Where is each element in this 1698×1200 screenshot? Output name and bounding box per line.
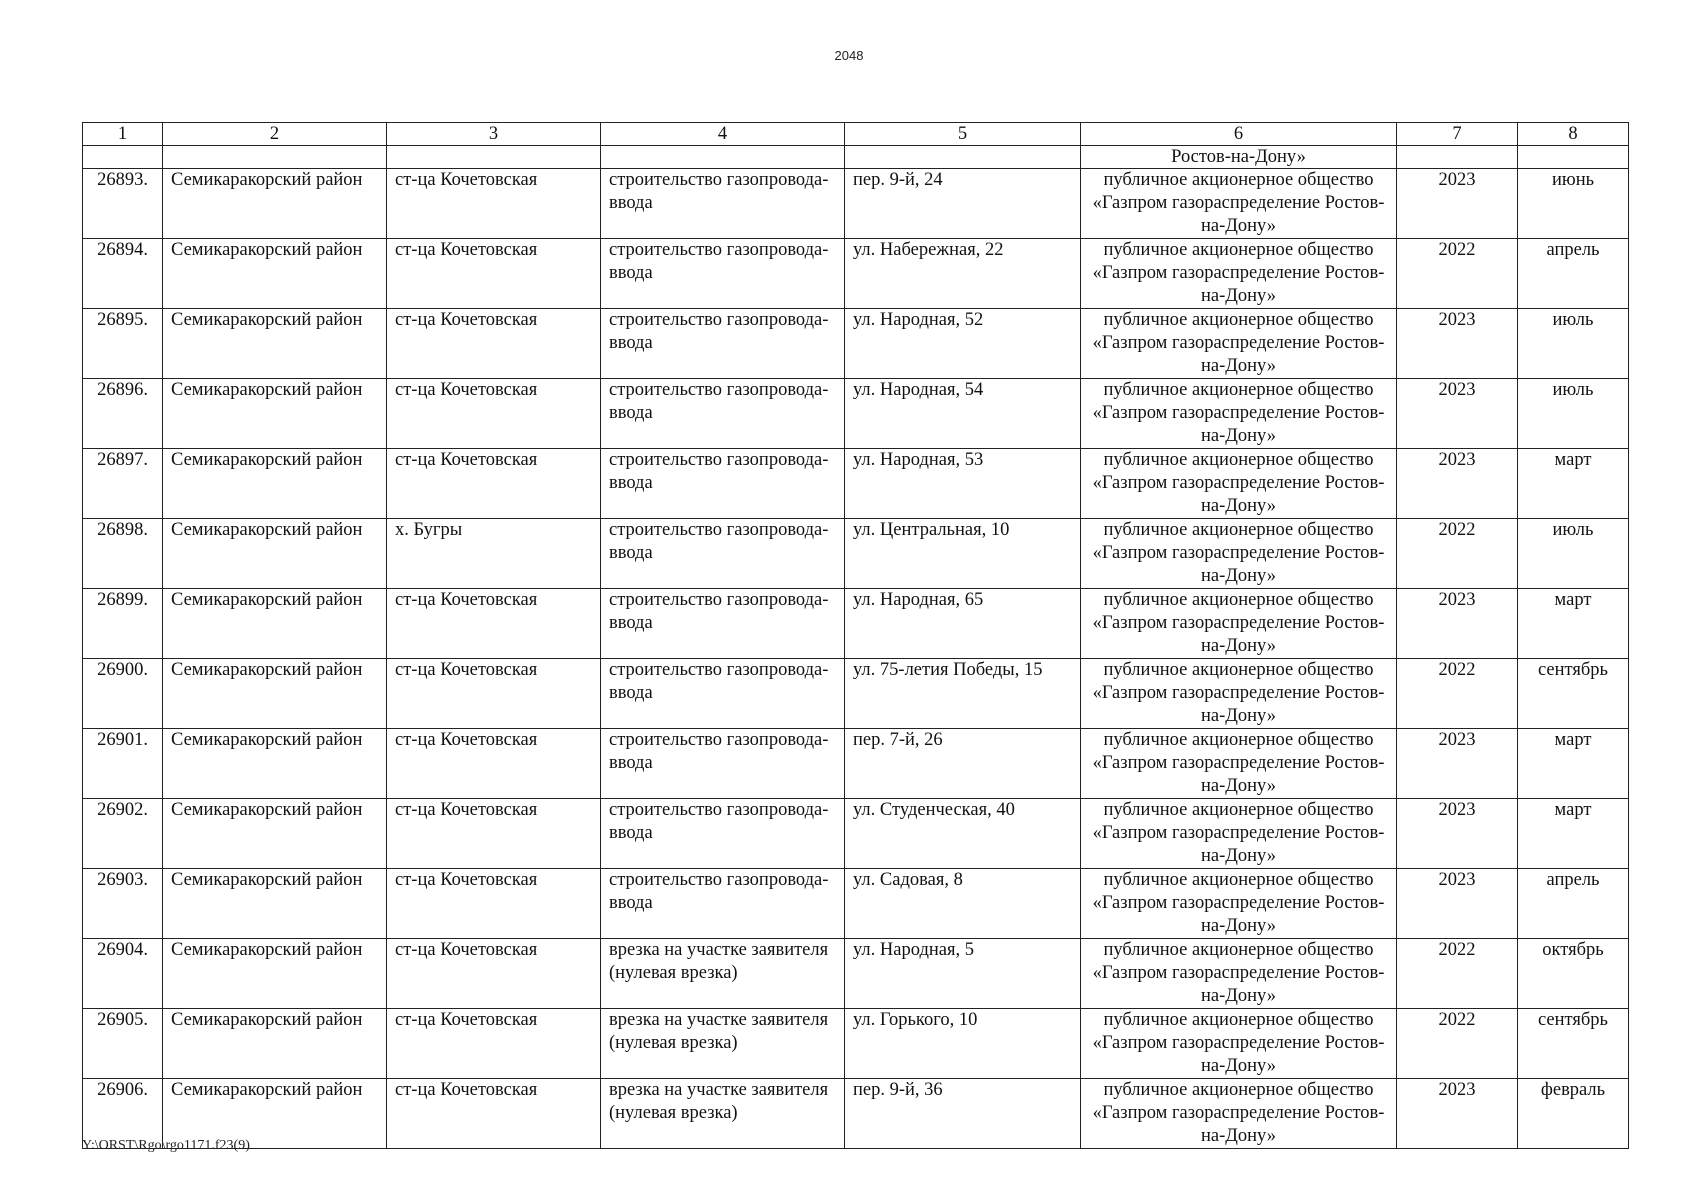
column-header: 4 — [601, 123, 845, 146]
address-cell: пер. 7-й, 26 — [845, 729, 1081, 799]
work-type-cell: строительство газопровода-ввода — [601, 659, 845, 729]
work-type-cell: врезка на участке заявителя (нулевая врезка) — [601, 939, 845, 1009]
organization-cell: публичное акционерное общество «Газпром газораспределение Ростов-на-Дону» — [1081, 659, 1397, 729]
table-row — [83, 799, 1629, 869]
continuation-row — [83, 146, 1629, 169]
column-header: 5 — [845, 123, 1081, 146]
work-type-cell: строительство газопровода-ввода — [601, 449, 845, 519]
organization-cell: публичное акционерное общество «Газпром газораспределение Ростов-на-Дону» — [1081, 1079, 1397, 1149]
district-cell: Семикаракорский район — [163, 659, 387, 729]
table-row — [83, 239, 1629, 309]
row-number-cell: 26901. — [83, 729, 163, 799]
row-number-cell: 26895. — [83, 309, 163, 379]
row-number-cell: 26905. — [83, 1009, 163, 1079]
work-type-cell: строительство газопровода-ввода — [601, 519, 845, 589]
year-cell: 2023 — [1397, 589, 1518, 659]
settlement-cell: ст-ца Кочетовская — [387, 869, 601, 939]
district-cell: Семикаракорский район — [163, 309, 387, 379]
work-type-cell: строительство газопровода-ввода — [601, 729, 845, 799]
month-cell: сентябрь — [1518, 659, 1629, 729]
organization-cell: публичное акционерное общество «Газпром газораспределение Ростов-на-Дону» — [1081, 729, 1397, 799]
table-row — [83, 1079, 1629, 1149]
column-header: 7 — [1397, 123, 1518, 146]
year-cell: 2023 — [1397, 449, 1518, 519]
work-type-cell: строительство газопровода-ввода — [601, 169, 845, 239]
row-number-cell: 26893. — [83, 169, 163, 239]
page-number: 2048 — [834, 48, 864, 63]
table-row — [83, 1009, 1629, 1079]
year-cell: 2023 — [1397, 869, 1518, 939]
month-cell: июнь — [1518, 169, 1629, 239]
address-cell: ул. Народная, 54 — [845, 379, 1081, 449]
district-cell: Семикаракорский район — [163, 169, 387, 239]
address-cell: ул. Народная, 53 — [845, 449, 1081, 519]
organization-cell: публичное акционерное общество «Газпром газораспределение Ростов-на-Дону» — [1081, 589, 1397, 659]
column-header: 8 — [1518, 123, 1629, 146]
month-cell: июль — [1518, 309, 1629, 379]
year-cell: 2023 — [1397, 1079, 1518, 1149]
settlement-cell: ст-ца Кочетовская — [387, 659, 601, 729]
organization-cell: публичное акционерное общество «Газпром газораспределение Ростов-на-Дону» — [1081, 939, 1397, 1009]
address-cell: ул. Народная, 65 — [845, 589, 1081, 659]
month-cell: март — [1518, 729, 1629, 799]
table-row — [83, 659, 1629, 729]
column-header: 2 — [163, 123, 387, 146]
row-number-cell: 26902. — [83, 799, 163, 869]
month-cell: сентябрь — [1518, 1009, 1629, 1079]
year-cell: 2023 — [1397, 379, 1518, 449]
address-cell: ул. Студенческая, 40 — [845, 799, 1081, 869]
row-number-cell: 26896. — [83, 379, 163, 449]
row-number-cell: 26899. — [83, 589, 163, 659]
district-cell: Семикаракорский район — [163, 239, 387, 309]
month-cell: июль — [1518, 379, 1629, 449]
organization-cell: публичное акционерное общество «Газпром газораспределение Ростов-на-Дону» — [1081, 869, 1397, 939]
month-cell: март — [1518, 449, 1629, 519]
column-header: 3 — [387, 123, 601, 146]
district-cell: Семикаракорский район — [163, 939, 387, 1009]
settlement-cell: ст-ца Кочетовская — [387, 449, 601, 519]
year-cell: 2023 — [1397, 169, 1518, 239]
row-number-cell: 26894. — [83, 239, 163, 309]
settlement-cell: ст-ца Кочетовская — [387, 169, 601, 239]
table-row — [83, 379, 1629, 449]
district-cell: Семикаракорский район — [163, 869, 387, 939]
register-table — [82, 122, 1629, 1149]
year-cell: 2022 — [1397, 239, 1518, 309]
table-row — [83, 449, 1629, 519]
work-type-cell: строительство газопровода-ввода — [601, 589, 845, 659]
organization-cell: публичное акционерное общество «Газпром газораспределение Ростов-на-Дону» — [1081, 799, 1397, 869]
table-row — [83, 309, 1629, 379]
row-number-cell: 26897. — [83, 449, 163, 519]
table-row — [83, 939, 1629, 1009]
column-header: 6 — [1081, 123, 1397, 146]
row-number-cell: 26904. — [83, 939, 163, 1009]
settlement-cell: ст-ца Кочетовская — [387, 799, 601, 869]
district-cell: Семикаракорский район — [163, 519, 387, 589]
organization-cell: публичное акционерное общество «Газпром газораспределение Ростов-на-Дону» — [1081, 169, 1397, 239]
month-cell: март — [1518, 589, 1629, 659]
address-cell: ул. Горького, 10 — [845, 1009, 1081, 1079]
month-cell: июль — [1518, 519, 1629, 589]
district-cell: Семикаракорский район — [163, 799, 387, 869]
address-cell: ул. 75-летия Победы, 15 — [845, 659, 1081, 729]
organization-cell: публичное акционерное общество «Газпром газораспределение Ростов-на-Дону» — [1081, 379, 1397, 449]
file-path-footer: Y:\ORST\Rgo\rgo1171.f23(9) — [82, 1138, 250, 1153]
district-cell: Семикаракорский район — [163, 589, 387, 659]
settlement-cell: ст-ца Кочетовская — [387, 589, 601, 659]
year-cell: 2022 — [1397, 1009, 1518, 1079]
address-cell: ул. Садовая, 8 — [845, 869, 1081, 939]
table-row — [83, 589, 1629, 659]
settlement-cell: ст-ца Кочетовская — [387, 309, 601, 379]
settlement-cell: ст-ца Кочетовская — [387, 239, 601, 309]
year-cell: 2023 — [1397, 729, 1518, 799]
table-row — [83, 869, 1629, 939]
year-cell: 2023 — [1397, 309, 1518, 379]
work-type-cell: строительство газопровода-ввода — [601, 379, 845, 449]
district-cell: Семикаракорский район — [163, 379, 387, 449]
address-cell: ул. Набережная, 22 — [845, 239, 1081, 309]
district-cell: Семикаракорский район — [163, 1009, 387, 1079]
settlement-cell: ст-ца Кочетовская — [387, 1009, 601, 1079]
settlement-cell: ст-ца Кочетовская — [387, 729, 601, 799]
settlement-cell: ст-ца Кочетовская — [387, 939, 601, 1009]
row-number-cell: 26900. — [83, 659, 163, 729]
district-cell: Семикаракорский район — [163, 449, 387, 519]
district-cell: Семикаракорский район — [163, 729, 387, 799]
organization-cell: публичное акционерное общество «Газпром газораспределение Ростов-на-Дону» — [1081, 239, 1397, 309]
settlement-cell: ст-ца Кочетовская — [387, 379, 601, 449]
continuation-org-cell: Ростов-на-Дону» — [1081, 146, 1397, 169]
row-number-cell: 26898. — [83, 519, 163, 589]
address-cell: ул. Народная, 5 — [845, 939, 1081, 1009]
row-number-cell: 26903. — [83, 869, 163, 939]
table-row — [83, 169, 1629, 239]
month-cell: апрель — [1518, 869, 1629, 939]
organization-cell: публичное акционерное общество «Газпром газораспределение Ростов-на-Дону» — [1081, 309, 1397, 379]
address-cell: ул. Центральная, 10 — [845, 519, 1081, 589]
district-cell: Семикаракорский район — [163, 1079, 387, 1149]
year-cell: 2022 — [1397, 939, 1518, 1009]
month-cell: март — [1518, 799, 1629, 869]
year-cell: 2022 — [1397, 519, 1518, 589]
work-type-cell: строительство газопровода-ввода — [601, 239, 845, 309]
address-cell: ул. Народная, 52 — [845, 309, 1081, 379]
column-header: 1 — [83, 123, 163, 146]
month-cell: апрель — [1518, 239, 1629, 309]
settlement-cell: х. Бугры — [387, 519, 601, 589]
column-number-header-row — [83, 123, 1629, 146]
settlement-cell: ст-ца Кочетовская — [387, 1079, 601, 1149]
address-cell: пер. 9-й, 36 — [845, 1079, 1081, 1149]
organization-cell: публичное акционерное общество «Газпром газораспределение Ростов-на-Дону» — [1081, 519, 1397, 589]
row-number-cell: 26906. — [83, 1079, 163, 1149]
work-type-cell: строительство газопровода-ввода — [601, 309, 845, 379]
table-row — [83, 729, 1629, 799]
work-type-cell: врезка на участке заявителя (нулевая врезка) — [601, 1079, 845, 1149]
year-cell: 2023 — [1397, 799, 1518, 869]
organization-cell: публичное акционерное общество «Газпром газораспределение Ростов-на-Дону» — [1081, 449, 1397, 519]
address-cell: пер. 9-й, 24 — [845, 169, 1081, 239]
work-type-cell: врезка на участке заявителя (нулевая врезка) — [601, 1009, 845, 1079]
organization-cell: публичное акционерное общество «Газпром газораспределение Ростов-на-Дону» — [1081, 1009, 1397, 1079]
month-cell: октябрь — [1518, 939, 1629, 1009]
year-cell: 2022 — [1397, 659, 1518, 729]
work-type-cell: строительство газопровода-ввода — [601, 799, 845, 869]
table-row — [83, 519, 1629, 589]
month-cell: февраль — [1518, 1079, 1629, 1149]
work-type-cell: строительство газопровода-ввода — [601, 869, 845, 939]
